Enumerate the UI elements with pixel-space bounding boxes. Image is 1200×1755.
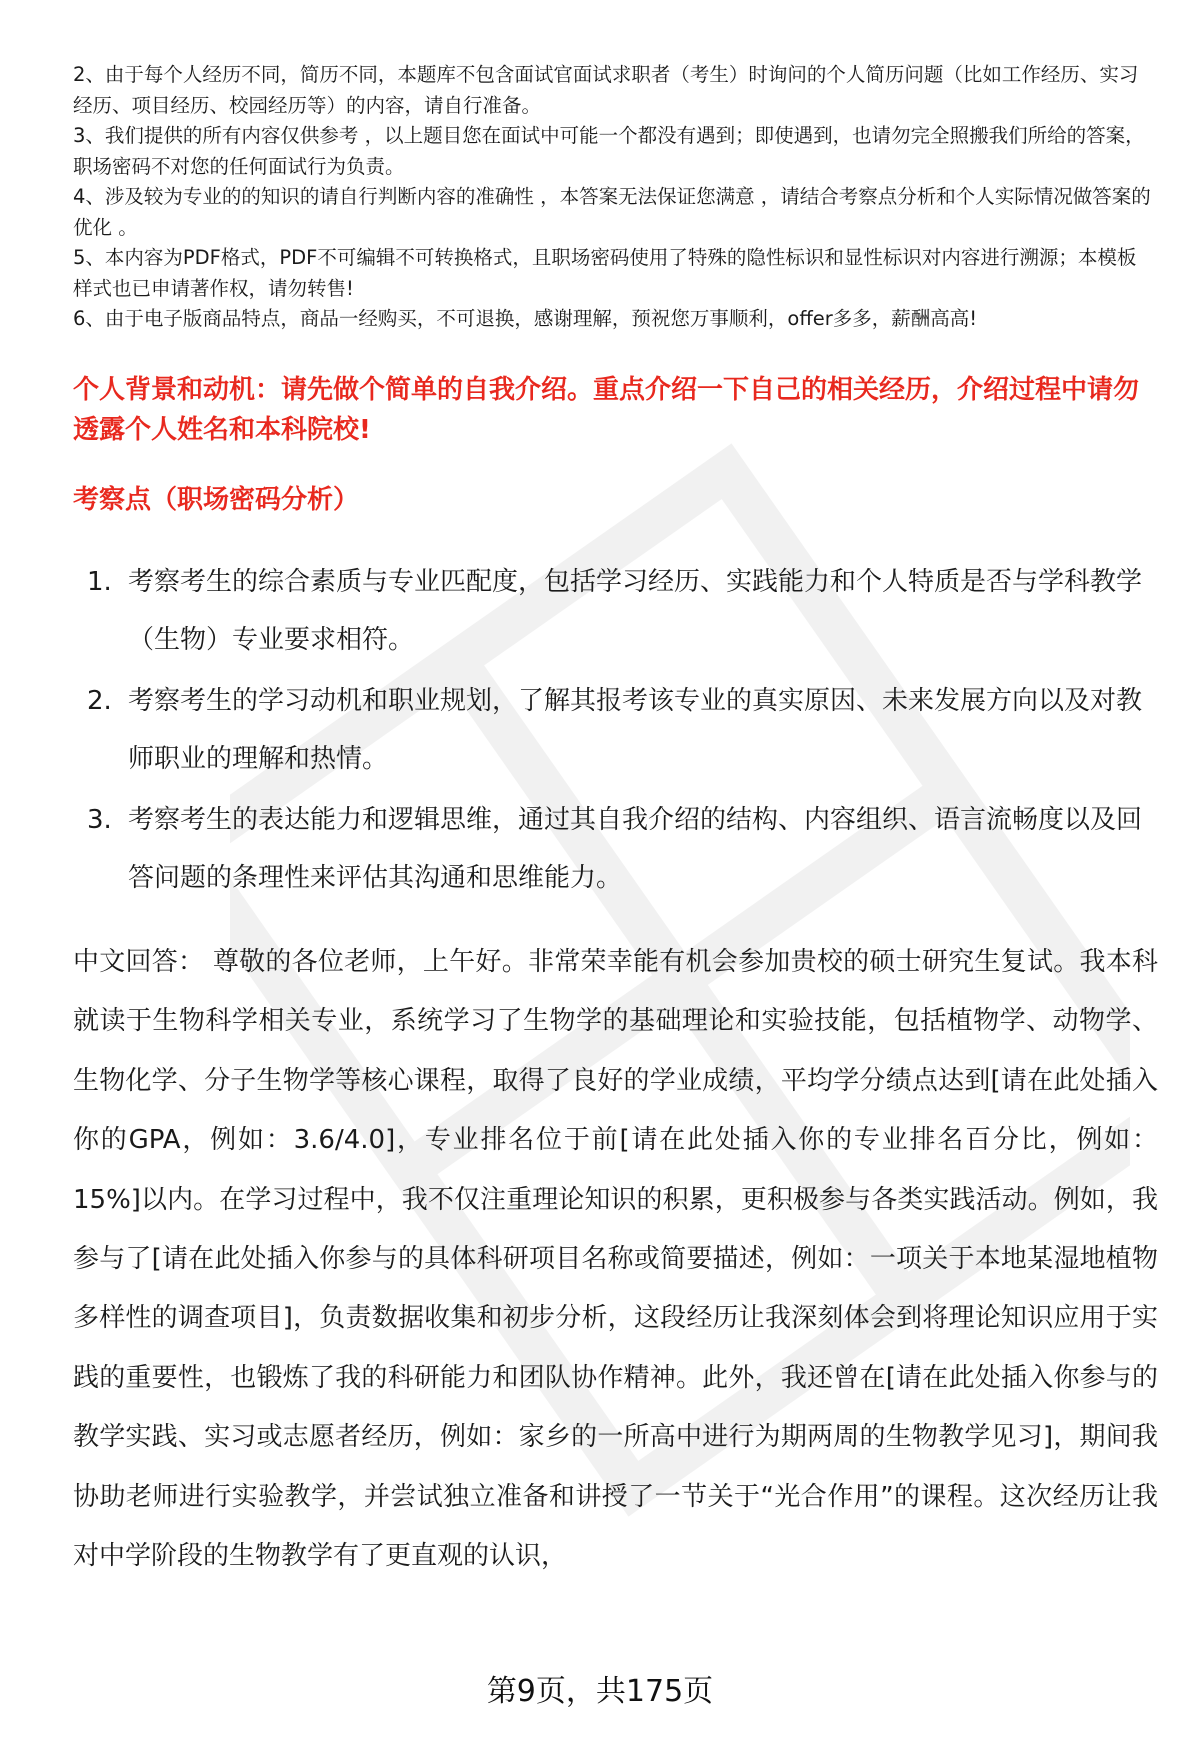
answer-paragraph: 中文回答： 尊敬的各位老师，上午好。非常荣幸能有机会参加贵校的硕士研究生复试。我本科就读于生物科学相关专业，系统学习了生物学的基础理论和实验技能，包括植物学、动物学、生物化学、分子生物学等核心课程，取得了良好的学业成绩，平均学分绩点达到[请在此处插入你的GPA，例如：3.6/4.0]，专业排名位于前[请在此处插入你的专业排名百分比，例如：15%]以内。在学习过程中，我不仅注重理论知识的积累，更积极参与各类实践活动。例如，我参与了[请在此处插入你参与的具体科研项目名称或简要描述，例如：一项关于本地某湿地植物多样性的调查项目]，负责数据收集和初步分析，这段经历让我深刻体会到将理论知识应用于实践的重要性，也锻炼了我的科研能力和团队协作精神。此外，我还曾在[请在此处插入你参与的教学实践、实习或志愿者经历，例如：家乡的一所高中进行为期两周的生物教学见习]，期间我协助老师进行实验教学，并尝试独立准备和讲授了一节关于“光合作用”的课程。这次经历让我对中学阶段的生物教学有了更直观的认识， (73, 947, 1158, 1572)
note-item: 5、本内容为PDF格式，PDF不可编辑不可转换格式，且职场密码使用了特殊的隐性标识和显性标识对内容进行溯源；本模板样式也已申请著作权，请勿转售! (73, 246, 1137, 300)
list-item (73, 791, 1153, 907)
note-item: 3、我们提供的所有内容仅供参考 ，以上题目您在面试中可能一个都没有遇到；即使遇到，也请勿完全照搬我们所给的答案，职场密码不对您的任何面试行为负责。 (73, 124, 1145, 178)
question-heading: 个人背景和动机：请先做个简单的自我介绍。重点介绍一下自己的相关经历，介绍过程中请勿透露个人姓名和本科院校! (73, 375, 1140, 445)
list-item (73, 672, 1153, 788)
list-item-number: 1. (87, 567, 112, 597)
list-item-text: 考察考生的综合素质与专业匹配度，包括学习经历、实践能力和个人特质是否与学科教学（生物）专业要求相符。 (128, 567, 1143, 655)
points-heading: 考察点（职场密码分析） (73, 485, 360, 515)
list-item-number: 3. (87, 805, 112, 835)
note-item: 2、由于每个人经历不同，简历不同，本题库不包含面试官面试求职者（考生）时询问的个人简历问题（比如工作经历、实习经历、项目经历、校园经历等）的内容，请自行准备。 (73, 63, 1139, 117)
page-number-footer: 第9页，共175页 (486, 1674, 714, 1709)
list-item-text: 考察考生的学习动机和职业规划，了解其报考该专业的真实原因、未来发展方向以及对教师职业的理解和热情。 (128, 686, 1143, 774)
notes-list (73, 60, 1153, 335)
list-item-text: 考察考生的表达能力和逻辑思维，通过其自我介绍的结构、内容组织、语言流畅度以及回答问题的条理性来评估其沟通和思维能力。 (128, 805, 1143, 893)
note-item: 6、由于电子版商品特点，商品一经购买，不可退换，感谢理解，预祝您万事顺利，offer多多，薪酬高高! (73, 307, 978, 330)
list-item-number: 2. (87, 686, 112, 716)
list-item (73, 553, 1153, 669)
assessment-points-list (73, 553, 1153, 910)
note-item: 4、涉及较为专业的的知识的请自行判断内容的准确性 ，本答案无法保证您满意 ，请结合考察点分析和个人实际情况做答案的优化 。 (73, 185, 1151, 239)
